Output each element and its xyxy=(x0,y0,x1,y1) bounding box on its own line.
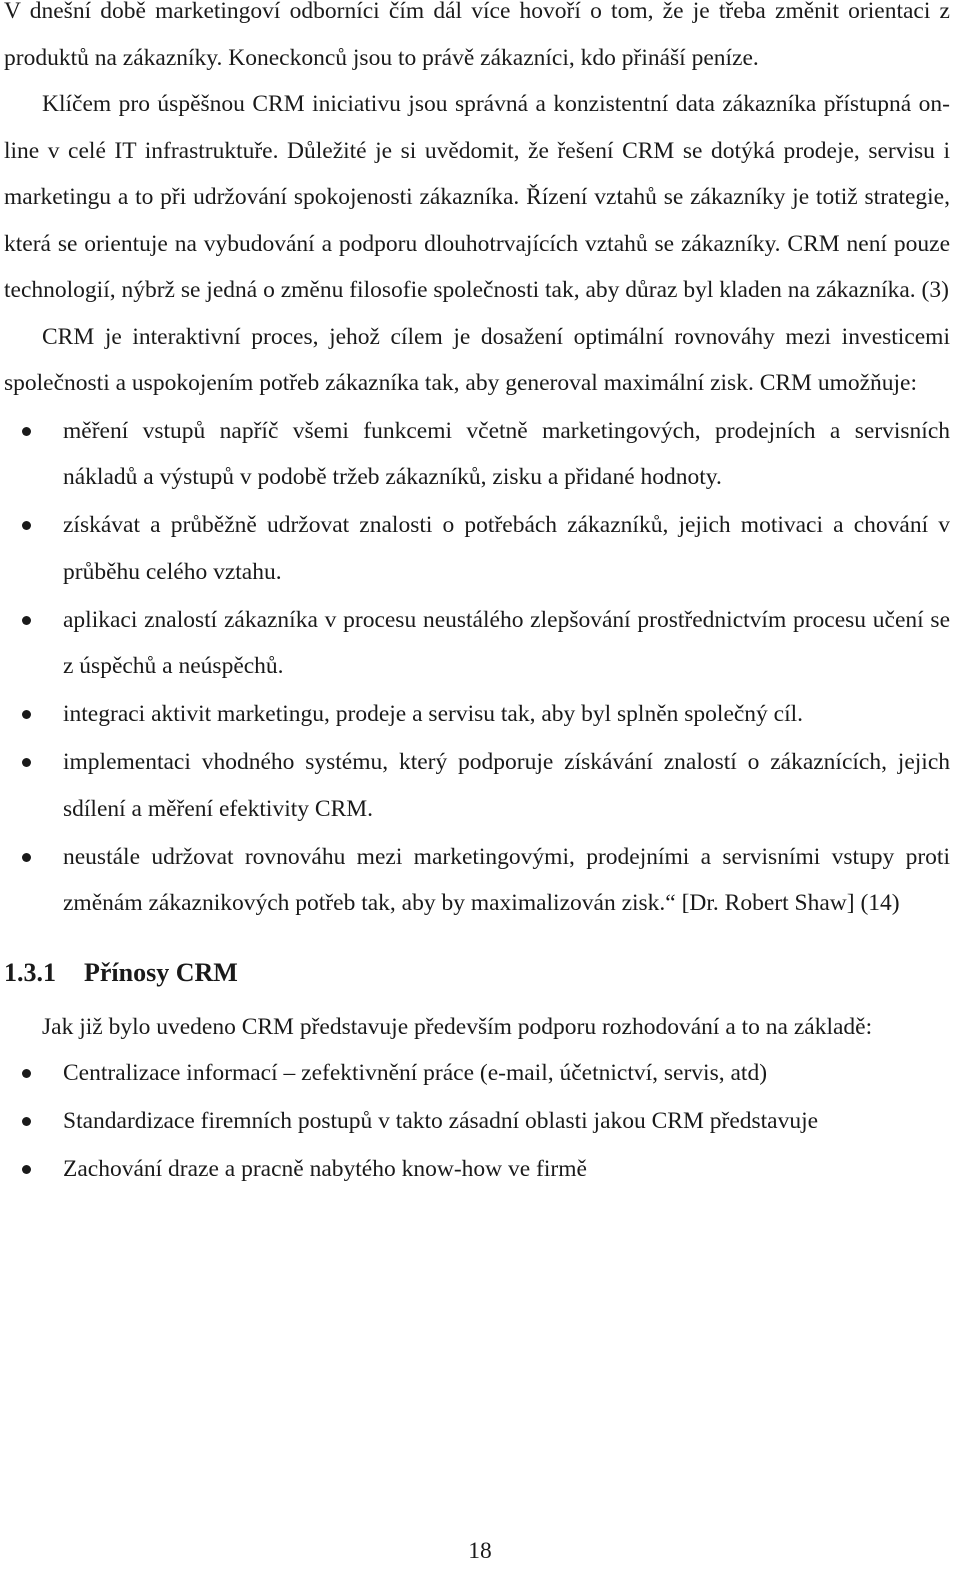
list-item xyxy=(4,502,950,595)
crm-capabilities-list xyxy=(4,408,950,927)
list-item-text: měření vstupů napříč všemi funkcemi včetně marketingových, prodejních a servisních nákladů a výstupů v podobě tržeb zákazníků, zisku a přidané hodnoty. xyxy=(63,417,950,490)
list-item-text: Centralizace informací – zefektivnění práce (e-mail, účetnictví, servis, atd) xyxy=(63,1060,768,1086)
bullet-icon xyxy=(22,853,31,862)
paragraph-intro: V dnešní době marketingoví odborníci čím dál více hovoří o tom, že je třeba změnit orientaci z produktů na zákazníky. Koneckonců jsou to právě zákazníci, kdo přináší peníze. xyxy=(4,0,950,71)
page-content xyxy=(4,0,950,1194)
paragraph-crm-initiative: Klíčem pro úspěšnou CRM iniciativu jsou správná a konzistentní data zákazníka přístupná on-line v celé IT infrastruktuře. Důležité je si uvědomit, že řešení CRM se dotýká prodeje, servisu i marketingu a to při udržování spokojenosti zákazníka. Řízení vztahů se zákazníky je totiž strategie, která se orientuje na vybudování a podporu dlouhotrvajících vztahů se zákazníky. CRM není pouze technologií, nýbrž se jedná o změnu filosofie společnosti tak, aby důraz byl kladen na zákazníka. (3) xyxy=(4,91,950,303)
list-item-text: integraci aktivit marketingu, prodeje a servisu tak, aby byl splněn společný cíl. xyxy=(63,701,804,727)
bullet-icon xyxy=(22,427,31,436)
list-item xyxy=(4,1146,950,1193)
list-item xyxy=(4,739,950,832)
list-item xyxy=(4,408,950,501)
section-title: Přínosy CRM xyxy=(84,957,238,987)
bullet-icon xyxy=(22,616,31,625)
bullet-icon xyxy=(22,758,31,767)
list-item-text: neustále udržovat rovnováhu mezi marketingovými, prodejními a servisními vstupy proti změnám zákaznikových potřeb tak, aby by maximalizován zisk.“ [Dr. Robert Shaw] (14) xyxy=(63,843,950,916)
section-heading xyxy=(4,950,950,996)
list-item xyxy=(4,834,950,927)
list-item-text: Standardizace firemních postupů v takto zásadní oblasti jakou CRM představuje xyxy=(63,1108,819,1134)
bullet-icon xyxy=(22,1069,31,1078)
bullet-icon xyxy=(22,1165,31,1174)
list-item-text: Zachování draze a pracně nabytého know-how ve firmě xyxy=(63,1156,587,1182)
paragraph-crm-process: CRM je interaktivní proces, jehož cílem je dosažení optimální rovnováhy mezi investicemi společnosti a uspokojením potřeb zákazníka tak, aby generoval maximální zisk. CRM umožňuje: xyxy=(4,323,950,396)
page-number: 18 xyxy=(468,1538,492,1564)
crm-benefits-list xyxy=(4,1050,950,1193)
list-item xyxy=(4,691,950,738)
bullet-icon xyxy=(22,710,31,719)
list-item xyxy=(4,597,950,690)
bullet-icon xyxy=(22,521,31,530)
section-number: 1.3.1 xyxy=(4,957,56,987)
list-item xyxy=(4,1098,950,1145)
list-item-text: implementaci vhodného systému, který podporuje získávání znalostí o zákaznících, jejich sdílení a měření efektivity CRM. xyxy=(63,749,950,822)
list-item xyxy=(4,1050,950,1097)
list-item-text: aplikaci znalostí zákazníka v procesu neustálého zlepšování prostřednictvím procesu učení se z úspěchů a neúspěchů. xyxy=(63,606,950,679)
bullet-icon xyxy=(22,1117,31,1126)
paragraph-benefits-intro: Jak již bylo uvedeno CRM představuje především podporu rozhodování a to na základě: xyxy=(42,1013,873,1040)
list-item-text: získávat a průběžně udržovat znalosti o potřebách zákazníků, jejich motivaci a chování v průběhu celého vztahu. xyxy=(63,512,950,585)
